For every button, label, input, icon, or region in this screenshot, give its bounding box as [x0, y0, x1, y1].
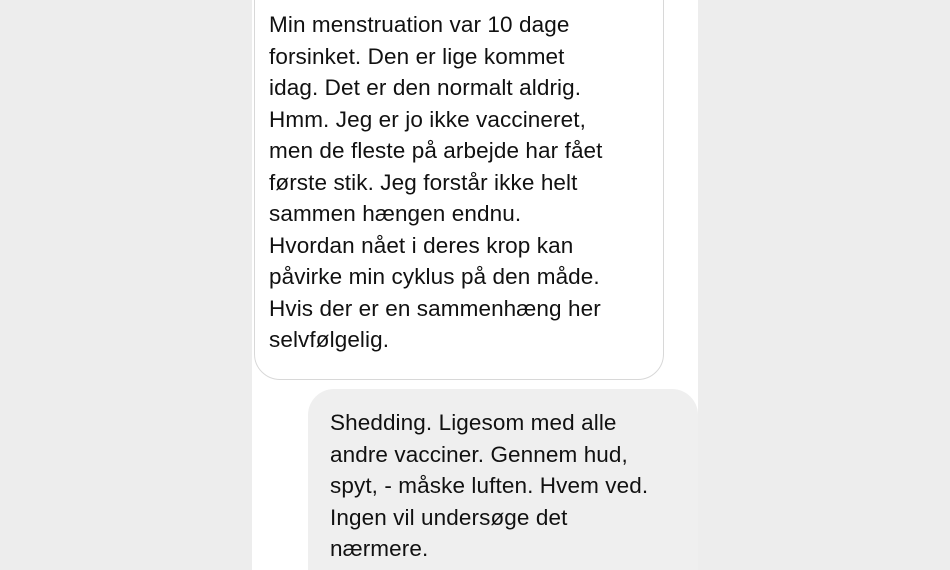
- outgoing-message-bubble[interactable]: Shedding. Ligesom med alle andre vacciner. Gennem hud, spyt, - måske luften. Hvem ved. Ingen vil undersøge det nærmere.: [308, 389, 698, 570]
- incoming-message-bubble[interactable]: Min menstruation var 10 dage forsinket. Den er lige kommet idag. Det er den normalt aldrig. Hmm. Jeg er jo ikke vaccineret, men de fleste på arbejde har fået første stik. Jeg forstår ikke helt sammen hængen endnu. Hvordan nået i deres krop kan påvirke min cyklus på den måde. Hvis der er en sammenhæng her selvfølgelig.: [254, 0, 664, 380]
- message-thread[interactable]: [252, 0, 698, 570]
